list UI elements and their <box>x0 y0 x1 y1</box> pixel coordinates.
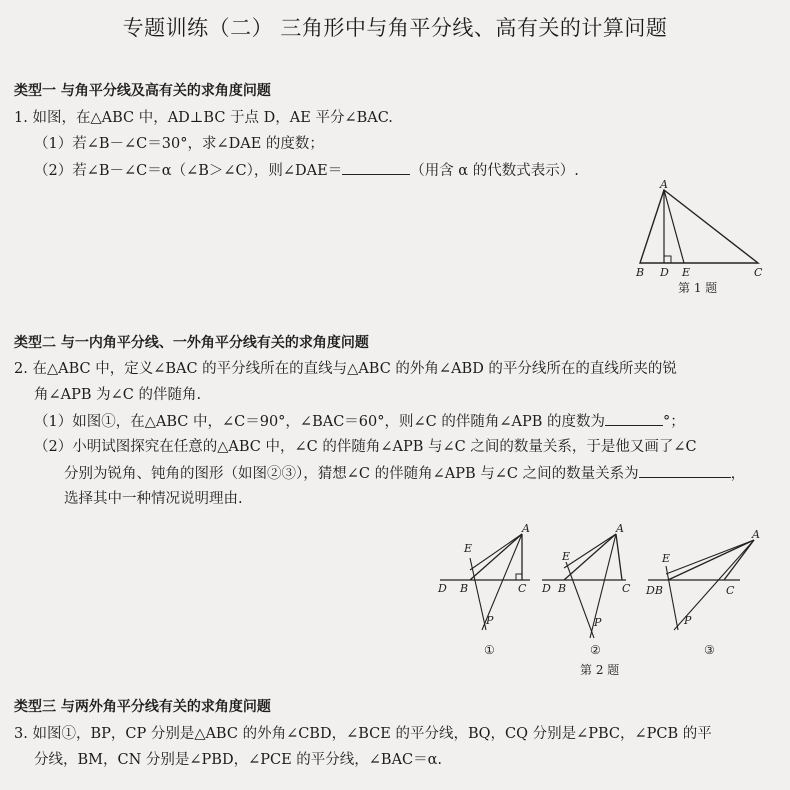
label-b: B <box>636 266 645 279</box>
fig2-3-number: ③ <box>704 643 715 657</box>
fig2-1-label-c: C <box>518 582 527 595</box>
fig2-2-number: ② <box>590 643 601 657</box>
figure-2-1 <box>437 522 530 657</box>
section-1-heading: 类型一 与角平分线及高有关的求角度问题 <box>14 83 271 99</box>
q1-part2-text: （2）若∠B－∠C＝α（∠B＞∠C），则∠DAE＝ <box>34 163 343 179</box>
q2-part1-blank[interactable] <box>605 411 663 426</box>
bisector-ae <box>664 190 684 263</box>
q1-part1: （1）若∠B－∠C＝30°，求∠DAE 的度数； <box>34 136 324 152</box>
label-d: D <box>660 266 669 279</box>
q2-part2-cont <box>64 463 745 484</box>
q2-part1-text: （1）如图①，在△ABC 中，∠C＝90°，∠BAC＝60°，则∠C 的伴随角∠APB 的度数为 <box>34 414 605 430</box>
label-a: A <box>660 178 668 191</box>
q2-part1-unit: °； <box>663 414 685 430</box>
fig2-2-label-b: B <box>558 582 567 595</box>
q3-stem: 3. 如图①，BP，CP 分别是△ABC 的外角∠CBD，∠BCE 的平分线，BQ，CQ 分别是∠PBC，∠PCB 的平 <box>14 726 712 742</box>
fig2-2-label-a: A <box>616 522 624 535</box>
q1-answer-blank[interactable] <box>342 160 410 175</box>
right-angle-mark <box>664 256 671 263</box>
fig2-1-label-b: B <box>460 582 469 595</box>
fig2-3-label-a: A <box>752 528 760 541</box>
q2-stem: 2. 在△ABC 中，定义∠BAC 的平分线所在的直线与△ABC 的外角∠ABD 的平分线所在的直线所夹的锐 <box>14 361 677 377</box>
figure-1 <box>620 178 770 298</box>
fig2-2-label-e: E <box>562 550 571 563</box>
label-c: C <box>754 266 763 279</box>
section-2-heading: 类型二 与一内角平分线、一外角平分线有关的求角度问题 <box>14 335 369 351</box>
fig2-1-label-a: A <box>522 522 530 535</box>
q1-part2 <box>34 160 579 181</box>
fig2-2-label-d: D <box>542 582 551 595</box>
q2-part2-end: 选择其中一种情况说明理由. <box>64 491 243 507</box>
triangle-abc <box>640 190 758 263</box>
fig2-1-label-e: E <box>464 542 473 555</box>
figure-2-2 <box>541 522 631 657</box>
fig2-3-label-e: E <box>662 552 671 565</box>
fig2-1-label-p: P <box>486 614 494 627</box>
q2-part1 <box>34 411 685 432</box>
q1-stem: 1. 如图，在△ABC 中，AD⊥BC 于点 D，AE 平分∠BAC. <box>14 110 393 126</box>
q1-part2-tail: （用含 α 的代数式表示）. <box>410 163 579 179</box>
figure-2 <box>430 518 780 680</box>
q3-stem-cont: 分线，BM，CN 分别是∠PBD，∠PCE 的平分线，∠BAC＝α. <box>34 752 443 768</box>
figure-1-caption: 第 1 题 <box>678 281 718 295</box>
fig2-3-label-p: P <box>684 614 692 627</box>
fig2-2-label-p: P <box>594 616 602 629</box>
q2-part2-cont-text: 分别为锐角、钝角的图形（如图②③），猜想∠C 的伴随角∠APB 与∠C 之间的数量关系为 <box>64 466 639 482</box>
section-3-heading: 类型三 与两外角平分线有关的求角度问题 <box>14 699 271 715</box>
q2-part2: （2）小明试图探究在任意的△ABC 中，∠C 的伴随角∠APB 与∠C 之间的数量关系，于是他又画了∠C <box>34 439 697 455</box>
fig2-1-number: ① <box>484 643 495 657</box>
fig2-3-label-db: DB <box>646 584 663 597</box>
fig2-3-label-c: C <box>726 584 735 597</box>
q2-stem-cont: 角∠APB 为∠C 的伴随角. <box>34 387 202 403</box>
label-e: E <box>682 266 691 279</box>
fig2-1-label-d: D <box>438 582 447 595</box>
q2-part2-blank[interactable] <box>639 463 731 478</box>
figure-2-caption: 第 2 题 <box>580 663 620 677</box>
figure-2-3 <box>645 528 760 657</box>
page-title: 专题训练（二） 三角形中与角平分线、高有关的计算问题 <box>122 16 668 40</box>
fig2-2-label-c: C <box>622 582 631 595</box>
q2-part2-comma: ， <box>730 466 746 482</box>
